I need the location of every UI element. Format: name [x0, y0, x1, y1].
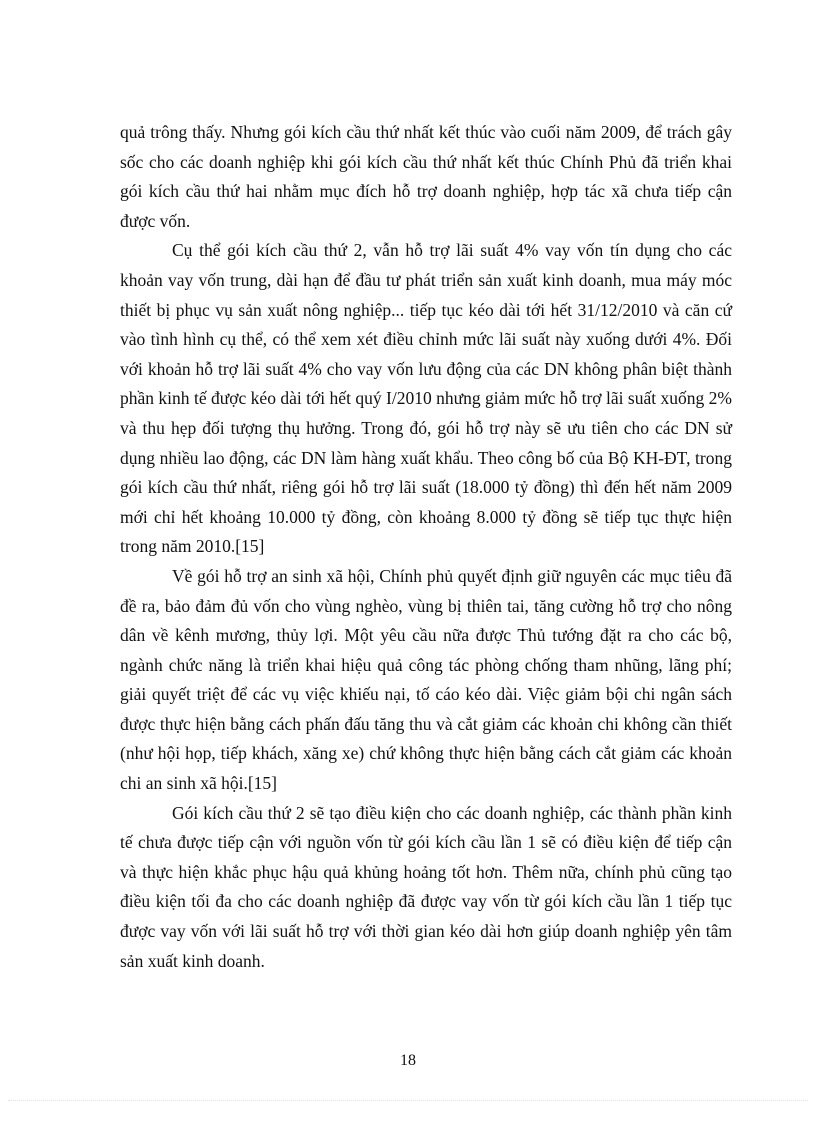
paragraph-social-security: Về gói hỗ trợ an sinh xã hội, Chính phủ quyết định giữ nguyên các mục tiêu đã đề ra, bảo đảm đủ vốn cho vùng nghèo, vùng bị thiên tai, tăng cường hỗ trợ cho nông dân về kênh mương, thủy lợi. Một yêu cầu nữa được Thủ tướng đặt ra cho các bộ, ngành chức năng là triển khai hiệu quả công tác phòng chống tham nhũng, lãng phí; giải quyết triệt để các vụ việc khiếu nại, tố cáo kéo dài. Việc giảm bội chi ngân sách được thực hiện bằng cách phấn đấu tăng thu và cắt giảm các khoản chi không cần thiết (như hội họp, tiếp khách, xăng xe) chứ không thực hiện bằng cách cắt giảm các khoản chi an sinh xã hội.[15] — [120, 565, 732, 794]
document-body — [120, 118, 732, 976]
paragraph-conclusion: Gói kích cầu thứ 2 sẽ tạo điều kiện cho các doanh nghiệp, các thành phần kinh tế chưa được tiếp cận với nguồn vốn từ gói kích cầu lần 1 sẽ có điều kiện để tiếp cận và thực hiện khắc phục hậu quả khủng hoảng tốt hơn. Thêm nữa, chính phủ cũng tạo điều kiện tối đa cho các doanh nghiệp đã được vay vốn từ gói kích cầu lần 1 tiếp tục được vay vốn với lãi suất hỗ trợ với thời gian kéo dài hơn giúp doanh nghiệp yên tâm sản xuất kinh doanh. — [120, 802, 732, 971]
page-number: 18 — [400, 1052, 416, 1069]
paragraph-stimulus-package-2: Cụ thể gói kích cầu thứ 2, vẫn hỗ trợ lãi suất 4% vay vốn tín dụng cho các khoản vay vốn trung, dài hạn để đầu tư phát triển sản xuất kinh doanh, mua máy móc thiết bị phục vụ sản xuất nông nghiệp... tiếp tục kéo dài tới hết 31/12/2010 và căn cứ vào tình hình cụ thể, có thể xem xét điều chỉnh mức lãi suất này xuống dưới 4%. Đối với khoản hỗ trợ lãi suất 4% cho vay vốn lưu động của các DN không phân biệt thành phần kinh tế được kéo dài tới hết quý I/2010 nhưng giảm mức hỗ trợ lãi suất xuống 2% và thu hẹp đối tượng thụ hưởng. Trong đó, gói hỗ trợ này sẽ ưu tiên cho các DN sử dụng nhiều lao động, các DN làm hàng xuất khẩu. Theo công bố của Bộ KH-ĐT, trong gói kích cầu thứ nhất, riêng gói hỗ trợ lãi suất (18.000 tỷ đồng) thì đến hết năm 2009 mới chỉ hết khoảng 10.000 tỷ đồng, còn khoảng 8.000 tỷ đồng sẽ tiếp tục thực hiện trong năm 2010.[15] — [120, 240, 732, 557]
page-bottom-divider — [8, 1100, 808, 1101]
paragraph-continuation: quả trông thấy. Nhưng gói kích cầu thứ nhất kết thúc vào cuối năm 2009, để trách gây sốc cho các doanh nghiệp khi gói kích cầu thứ nhất kết thúc Chính Phủ đã triển khai gói kích cầu thứ hai nhằm mục đích hỗ trợ doanh nghiệp, hợp tác xã chưa tiếp cận được vốn. — [120, 122, 732, 231]
